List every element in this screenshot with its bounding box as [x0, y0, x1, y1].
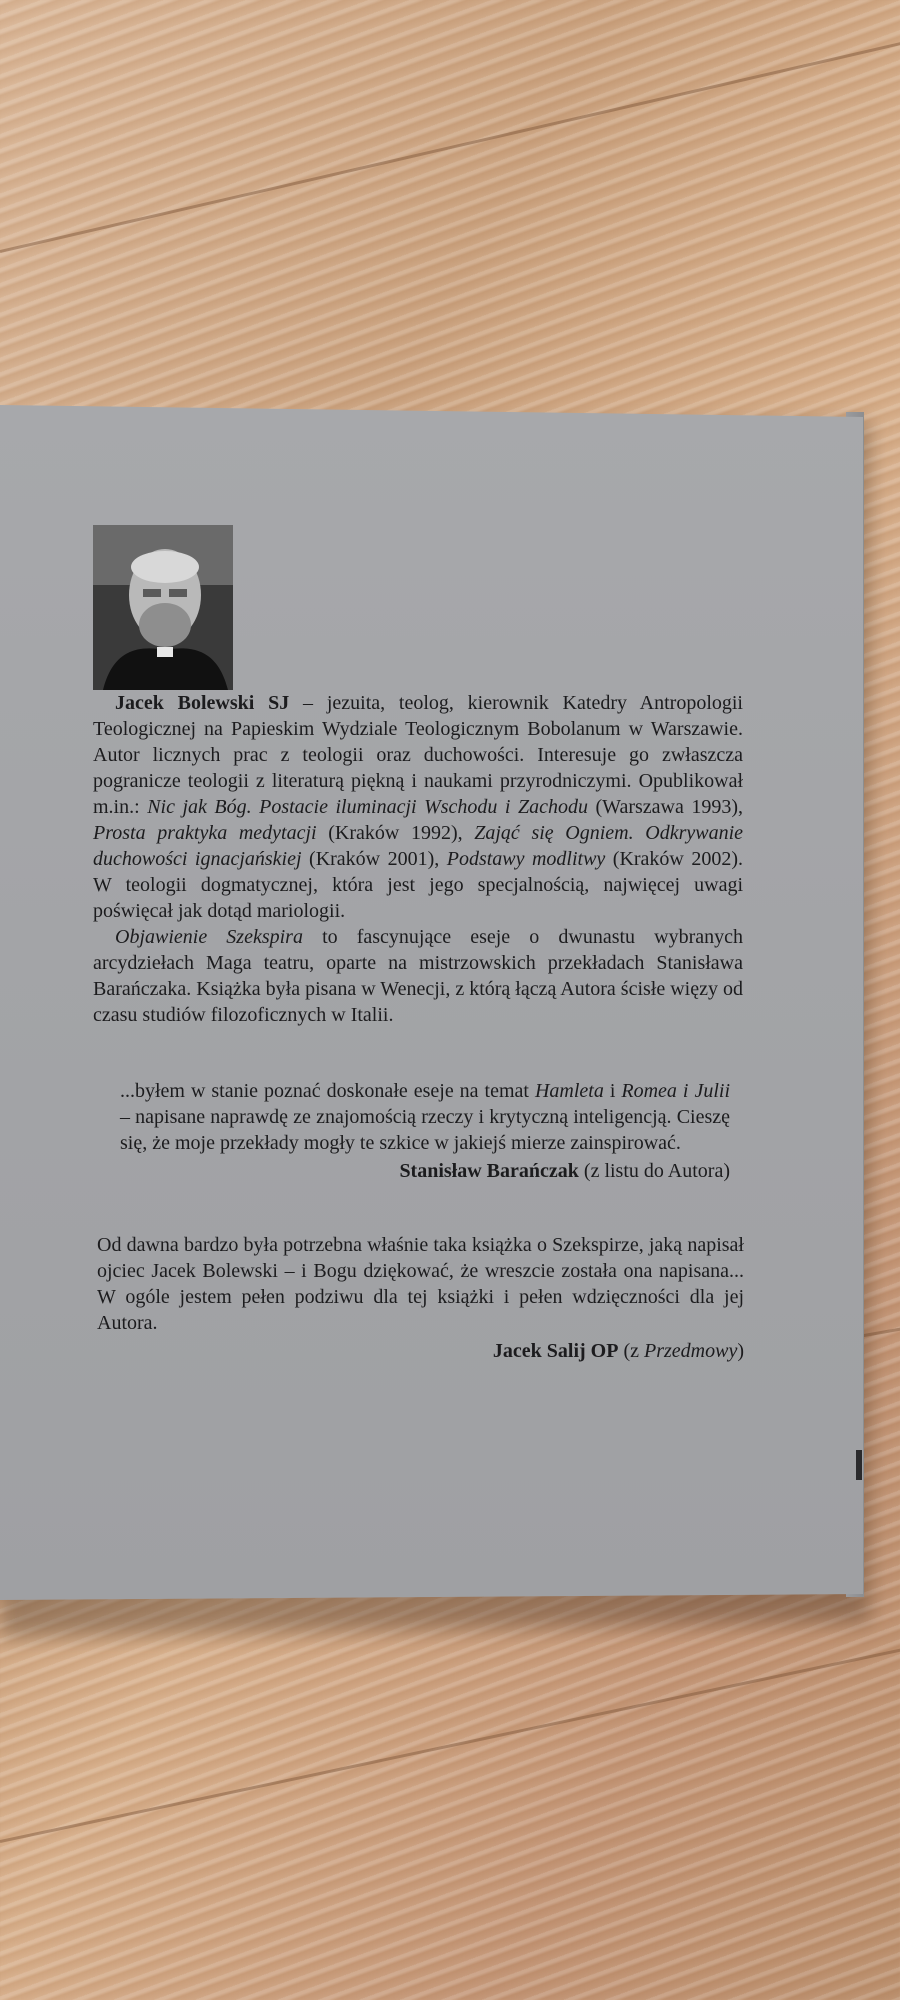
quote-author: Jacek Salij OP [492, 1340, 619, 1362]
bio-text: (Kraków 2001), [301, 848, 447, 870]
book-title: Objawienie Szekspira [115, 926, 303, 948]
book-description-paragraph [93, 924, 743, 1028]
bio-text: (Kraków 1992), [316, 822, 475, 844]
quote-text: Od dawna bardzo była potrzebna właśnie taka książka o Szekspirze, jaką napisał ojciec Jacek Bolewski – i Bogu dziękować, że wreszcie została ona napisana... W ogóle jestem pełen podziwu dla tej książki i pełen wdzięczności dla jej Autora. [97, 1234, 744, 1334]
quoted-title: Hamleta [534, 1080, 604, 1102]
author-name: Jacek Bolewski SJ [115, 692, 290, 714]
author-portrait-photo [93, 525, 233, 690]
quote-text: ...byłem w stanie poznać doskonałe eseje na temat Hamleta i Romea i Julii – napisane naprawdę ze znajomością rzeczy i krytyczną inteligencją. Cieszę się, że moje przekłady mogły te szkice w jakiejś mierze zainspirować. [120, 1080, 730, 1154]
floor-plank-seam [0, 1632, 900, 1843]
biography-paragraph [93, 690, 743, 924]
book-title: Prosta praktyka medytacji [93, 822, 317, 844]
book-description-text: to fascynujące eseje o dwunastu wybranych arcydziełach Maga teatru, oparte na mistrzowskich przekładach Stanisława Barańczaka. Książka była pisana w Wenecji, z którą łączą Autora ścisłe więzy od czasu studiów filozoficznych w Italii. [93, 926, 743, 1026]
book-spine-mark [856, 1450, 862, 1480]
quote-source: Przedmowy [644, 1340, 738, 1362]
quote-source: (z listu do Autora) [578, 1160, 730, 1182]
book-title: Zająć się Ogniem. Odkrywanie duchowości ignacjańskiej [93, 822, 744, 870]
bio-text: (Kraków 2002). W teologii dogmatycznej, która jest jego specjalnością, najwięcej uwagi poświęcał jak dotąd mariologii. [93, 848, 744, 922]
floor-plank-seam [0, 25, 900, 253]
quote-attribution: Jacek Salij OP (z Przedmowy) [492, 1340, 744, 1362]
quoted-title: Romea i Julii [621, 1080, 730, 1102]
book-title: Podstawy modlitwy [446, 848, 606, 870]
review-quote-salij [97, 1232, 744, 1364]
quote-author: Stanisław Barańczak [399, 1160, 579, 1182]
author-biography [93, 690, 743, 1028]
quote-attribution [120, 1158, 730, 1184]
author-portrait-icon [93, 525, 233, 690]
bio-text: (Warszawa 1993), [588, 796, 743, 818]
bio-text: – jezuita, teolog, kierownik Katedry Antropologii Teologicznej na Papieskim Wydziale Teologicznym Bobolanum w Warszawie. Autor licznych prac z teologii oraz duchowości. Interesuje go zwłaszcza pogranicze teologii z literaturą piękną i naukami przyrodniczymi. Opublikował m.in.: [93, 692, 743, 818]
book-title: Nic jak Bóg. Postacie iluminacji Wschodu i Zachodu [147, 796, 588, 818]
review-quote-baranczak [120, 1078, 730, 1184]
